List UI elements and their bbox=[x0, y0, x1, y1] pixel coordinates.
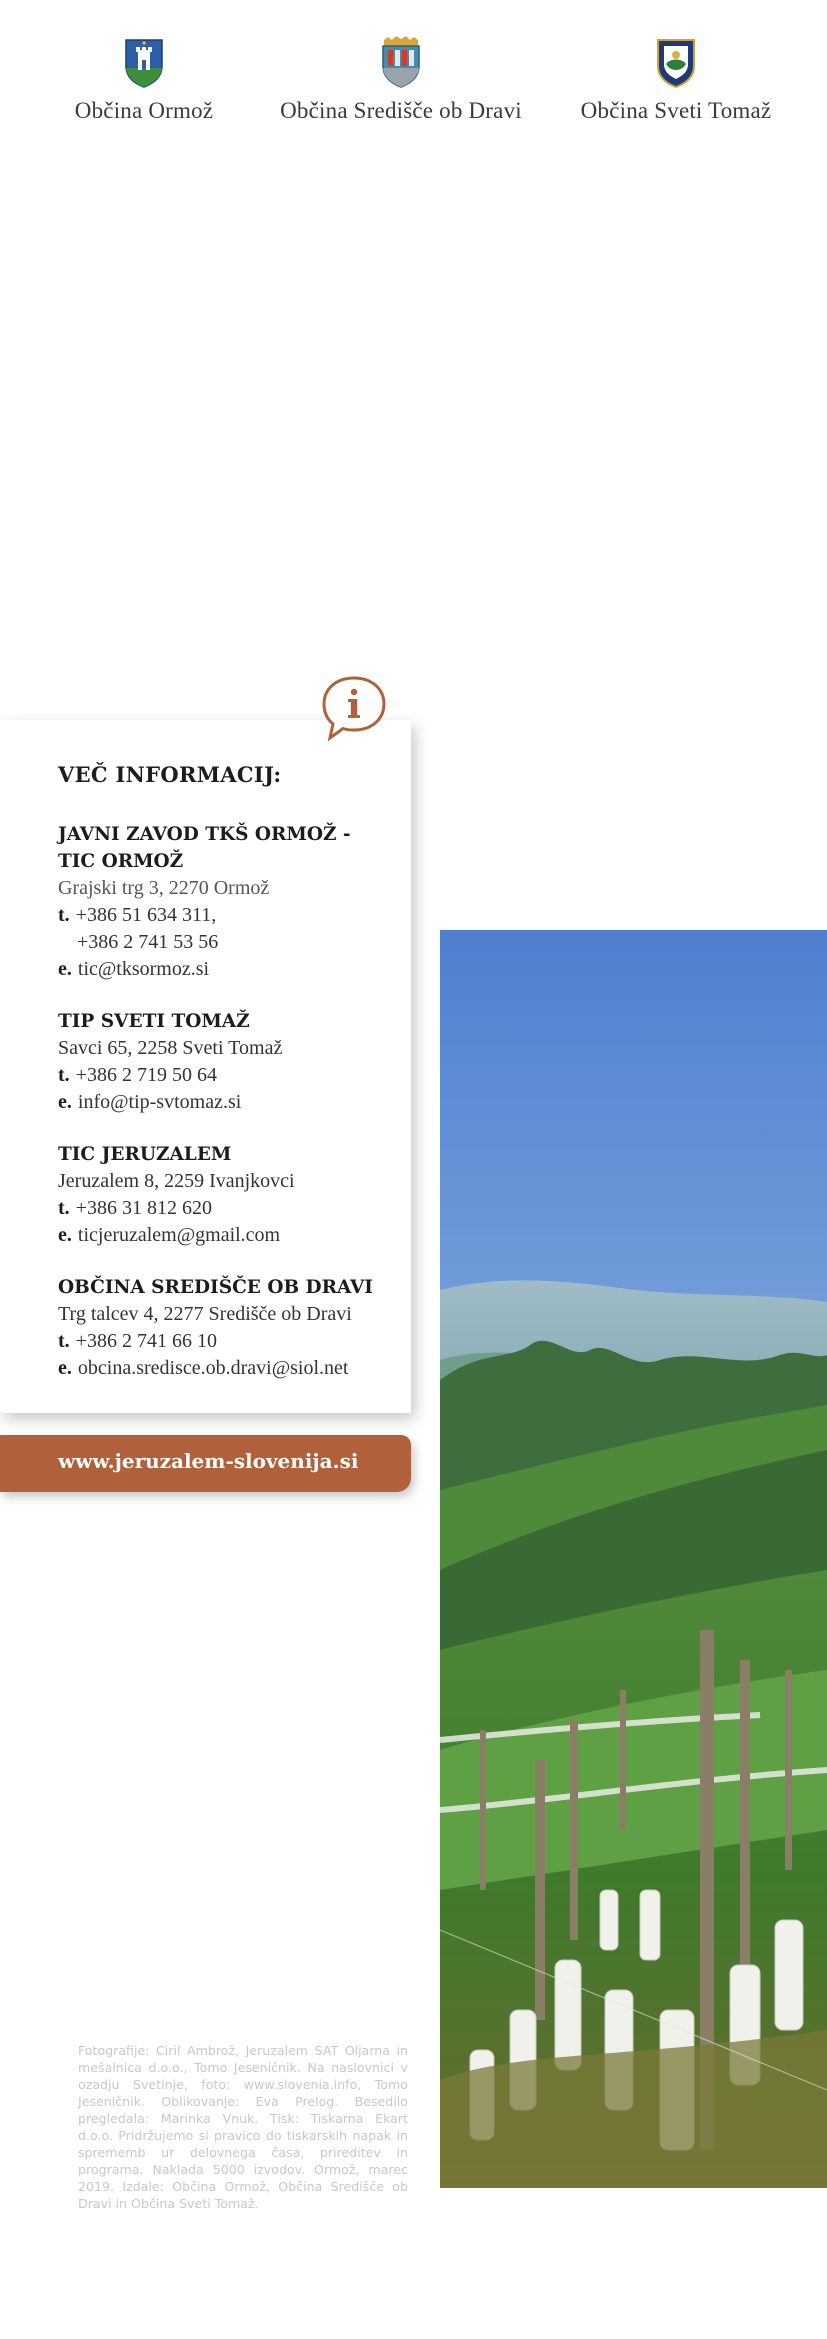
contact-name-line: JAVNI ZAVOD TKŠ ORMOŽ - bbox=[58, 824, 351, 845]
sredisce-coat-of-arms-icon bbox=[378, 36, 424, 88]
contact-name-line: OBČINA SREDIŠČE OB DRAVI bbox=[58, 1277, 373, 1298]
email-label: e. bbox=[58, 958, 72, 980]
contact-name-line: TIP SVETI TOMAŽ bbox=[58, 1011, 250, 1032]
contact-address: Savci 65, 2258 Sveti Tomaž bbox=[58, 1037, 283, 1059]
sveti-tomaz-coat-of-arms-icon bbox=[656, 38, 696, 88]
municipality-name-sveti-tomaz: Občina Sveti Tomaž bbox=[580, 98, 772, 123]
contact-phone bbox=[58, 1195, 403, 1222]
phone-number[interactable]: +386 2 719 50 64 bbox=[75, 1064, 217, 1086]
email-label: e. bbox=[58, 1091, 72, 1113]
phone-number[interactable]: +386 2 741 53 56 bbox=[77, 931, 219, 953]
credits-text: Fotografije: Ciril Ambrož, Jeruzalem SAT Oljarna in mešalnica d.o.o., Tomo Jeseničnik. Na naslovnici v ozadju Svetinje, foto: www.slovenia.info, Tomo Jeseničnik. Oblikovanje: Eva Prelog. Besedilo pregledala: Marinka Vnuk. Tisk: Tiskarna Ekart d.o.o. Pridržujemo si pravico do tiskarskih napak in sprememb ur delovnega časa, prireditev in programa. Naklada 5000 izvodov. Ormož, marec 2019. Izdale: Občina Ormož, Občina Središče ob Dravi in Občina Sveti Tomaž. bbox=[78, 2043, 408, 2211]
contact-email bbox=[58, 956, 403, 983]
contact-tip-sveti-tomaz bbox=[58, 1008, 403, 1116]
contact-address: Grajski trg 3, 2270 Ormož bbox=[58, 877, 270, 899]
contact-obcina-sredisce bbox=[58, 1274, 403, 1382]
info-speech-bubble-icon bbox=[318, 674, 390, 746]
contact-email bbox=[58, 1089, 403, 1116]
contact-address: Jeruzalem 8, 2259 Ivanjkovci bbox=[58, 1170, 295, 1192]
phone-label: t. bbox=[58, 1064, 70, 1086]
info-card-title: VEČ INFORMACIJ: bbox=[58, 762, 282, 787]
contact-phone bbox=[58, 1328, 403, 1355]
email-link[interactable]: info@tip-svtomaz.si bbox=[77, 1091, 242, 1113]
vineyard-landscape-photo bbox=[440, 930, 827, 2188]
email-label: e. bbox=[58, 1357, 72, 1379]
website-link[interactable]: www.jeruzalem-slovenija.si bbox=[58, 1449, 359, 1473]
municipality-name-ormoz: Občina Ormož bbox=[74, 98, 214, 123]
phone-number[interactable]: +386 31 812 620 bbox=[75, 1197, 212, 1219]
contact-tic-ormoz bbox=[58, 821, 403, 983]
phone-number[interactable]: +386 51 634 311, bbox=[75, 904, 217, 926]
website-banner[interactable] bbox=[0, 1435, 411, 1492]
info-card bbox=[0, 720, 411, 1413]
contact-name-line: TIC JERUZALEM bbox=[58, 1144, 232, 1165]
phone-label: t. bbox=[58, 1197, 70, 1219]
contact-name-line: TIC ORMOŽ bbox=[58, 851, 184, 872]
email-link[interactable]: tic@tksormoz.si bbox=[77, 958, 210, 980]
contact-email bbox=[58, 1222, 403, 1249]
email-link[interactable]: obcina.sredisce.ob.dravi@siol.net bbox=[77, 1357, 349, 1379]
contact-email bbox=[58, 1355, 403, 1382]
contact-phone-secondary bbox=[58, 929, 403, 956]
ormoz-coat-of-arms-icon bbox=[124, 38, 164, 88]
phone-number[interactable]: +386 2 741 66 10 bbox=[75, 1330, 217, 1352]
phone-label: t. bbox=[58, 1330, 70, 1352]
contact-tic-jeruzalem bbox=[58, 1141, 403, 1249]
phone-label: t. bbox=[58, 904, 70, 926]
email-label: e. bbox=[58, 1224, 72, 1246]
municipality-name-sredisce: Občina Središče ob Dravi bbox=[280, 98, 522, 123]
contact-address: Trg talcev 4, 2277 Središče ob Dravi bbox=[58, 1303, 352, 1325]
contact-phone bbox=[58, 902, 403, 929]
contact-phone bbox=[58, 1062, 403, 1089]
email-link[interactable]: ticjeruzalem@gmail.com bbox=[77, 1224, 281, 1246]
